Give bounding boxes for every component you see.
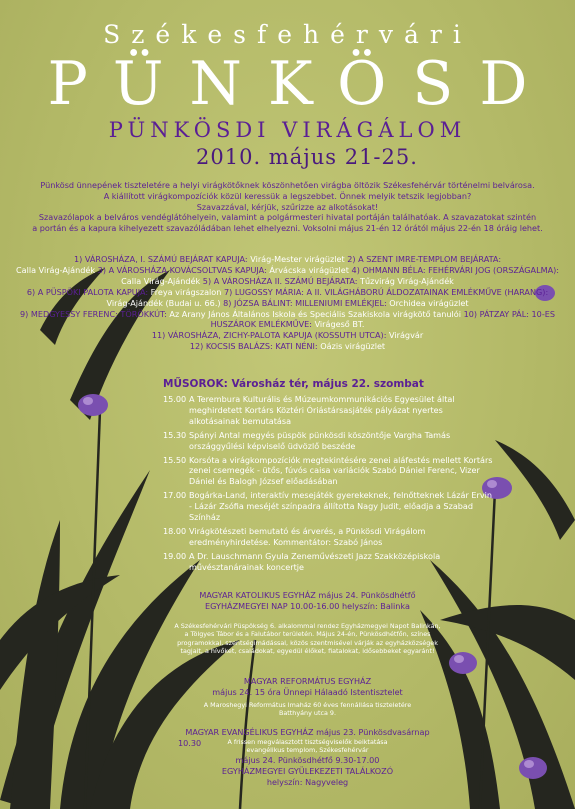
schedule-row: 15.50 Korsóta a virágkompozíciók megtekintésére zenei aláfestés mellett Kortárs zenei csemegék - ütős, fúvós caisa variációk Szabó Dániel Ferenc, Vizer Dániel és Balogh József előadásában — [163, 454, 493, 487]
shows-schedule — [163, 394, 493, 576]
catholic-event: MAGYAR KATOLIKUS EGYHÁZ május 24. Pünkösdhétfő EGYHÁZMEGYEI NAP 10.00-16.00 helyszín: Balinka A Székesfehérvári Püspökség 6. alkalommal rendez Egyházmegyei Napot Balinkán, a Tölgyes Tábor és a Falutábor területén. Május 24-én, Pünkösdhétfőn, színes programokkal, szentségimádással, közös szentmisével várják az egyházközségek tagjait, a hívőket, családokat, egyedül élőket, fiatalokat, idősebbeket egyaránt! — [174, 590, 441, 656]
schedule-row: 17.00 Bogárka-Land, interaktív mesejáték gyerekeknek, felnőtteknek Lázár Ervin - Lázár Zsófia meséjét színpadra állította Nagy Judit, előadja a Szabad Színház — [163, 490, 492, 523]
schedule-row: 18.00 Virágkötészeti bemutató és árverés, a Pünkösdi Virágálom eredményhirdetése. Kommentátor: Szabó János — [163, 525, 426, 547]
event-date: 2010. május 21-25. — [196, 145, 418, 169]
poster-title: PÜNKÖSD — [47, 49, 554, 119]
shows-heading: MŰSOROK: Városház tér, május 22. szombat — [163, 378, 424, 390]
schedule-row: 19.00 A Dr. Lauschmann Gyula Zeneművészeti Jazz Szakközépiskola művésztanárainak koncertje — [163, 550, 441, 572]
lutheran-event: MAGYAR EVANGÉLIKUS EGYHÁZ május 23. Pünkösdvasárnap 10.30 A frissen megválasztott tisztségviselők beiktatása evangélikus templom, Székesfehérvár május 24. Pünkösdhétfő 9.30-17.00 EGYHÁZMEGYEI GYÜLEKEZETI TALÁLKOZÓ helyszín: Nagyveleg — [178, 727, 430, 787]
schedule-row: 15.00 A Terembura Kulturális és Múzeumkommunikációs Egyesület által meghirdetett Kortárs Köztéri Óriástársasjáték pályázat nyertes alkotásainak bemutatása — [163, 394, 455, 426]
intro-text: Pünkösd ünnepének tiszteletére a helyi virágkötőknek köszönhetően virágba öltözik Székesfehérvár történelmi belvárosa. A kiállított virágkompozíciók közül keressük a legszebbet. Önnek melyik tetszik legjobban? Szavazzával, kérjük, szűrizze az alkotásokat! Szavazólapok a belváros vendéglátóhelyein, valamint a polgármesteri hivatal portáján találhatóak. A szavazatokat szintén a portán és a kapura kihelyezett szavazóládában lehet elhelyezni. Voksolni május 21-én 12 órától május 22-én 18 óráig lehet. — [32, 180, 543, 234]
flower-4 — [519, 757, 547, 779]
flower-gates-list: 1) VÁROSHÁZA, I. SZÁMÚ BEJÁRAT KAPUJA: Virág-Mester virágüzlet 2) A SZENT IMRE-TEMPLOM BEJÁRATA: Calla Virág-Ajándék 3) A VÁROSHÁZA KOVÁCSOLTVAS KAPUJA: Árvácska virágüzlet 4) OHMANN BÉLA: FEHÉRVÁRI JOG (ORSZÁGALMA): Calla Virág-Ajándék 5) A VÁROSHÁZA II. SZÁMÚ BEJÁRATA: Tűzvirág Virág-Ajándék 6) A PÜSPÖKI PALOTA KAPUJA: Freya virágszalon 7) LUGOSSY MÁRIA: A II. VILÁGHÁBORÚ ÁLDOZATAINAK EMLÉKMŰVE (HARANG): Virág-Ajándék (Budai u. 66.) 8) JÓZSA BÁLINT: MILLENIUMI EMLÉKJEL: Orchidea virágüzlet 9) MEDGYESSY FERENC: TÖRÖKKÚT: Az Arany János Általános Iskola és Speciális Szakiskola virágkötő tanulói 10) PÁTZAY PÁL: 10-ES HUSZÁROK EMLÉKMŰVE: Virágeső BT. 11) VÁROSHÁZA, ZICHY-PALOTA KAPUJA (KOSSUTH UTCA): Virágvár 12) KOCSIS BALÁZS: KATI NÉNI: Oázis virágüzlet — [15, 254, 559, 352]
event-title: PÜNKÖSDI VIRÁGÁLOM — [108, 118, 467, 142]
reformed-event: MAGYAR REFORMÁTUS EGYHÁZ május 24. 15 óra Ünnepi Hálaadó Istentisztelet A Maroshegyi Református Imaház 60 éves fennállása tiszteletére Batthyány utca 9. — [203, 676, 412, 718]
schedule-row: 15.30 Spányi Antal megyés püspök pünkösdi köszöntője Vargha Tamás országgyűlési képviselő üdvözlő beszéde — [163, 429, 451, 451]
poster-subtitle-city: Székesfehérvári — [103, 20, 472, 49]
flower-1 — [78, 394, 108, 416]
